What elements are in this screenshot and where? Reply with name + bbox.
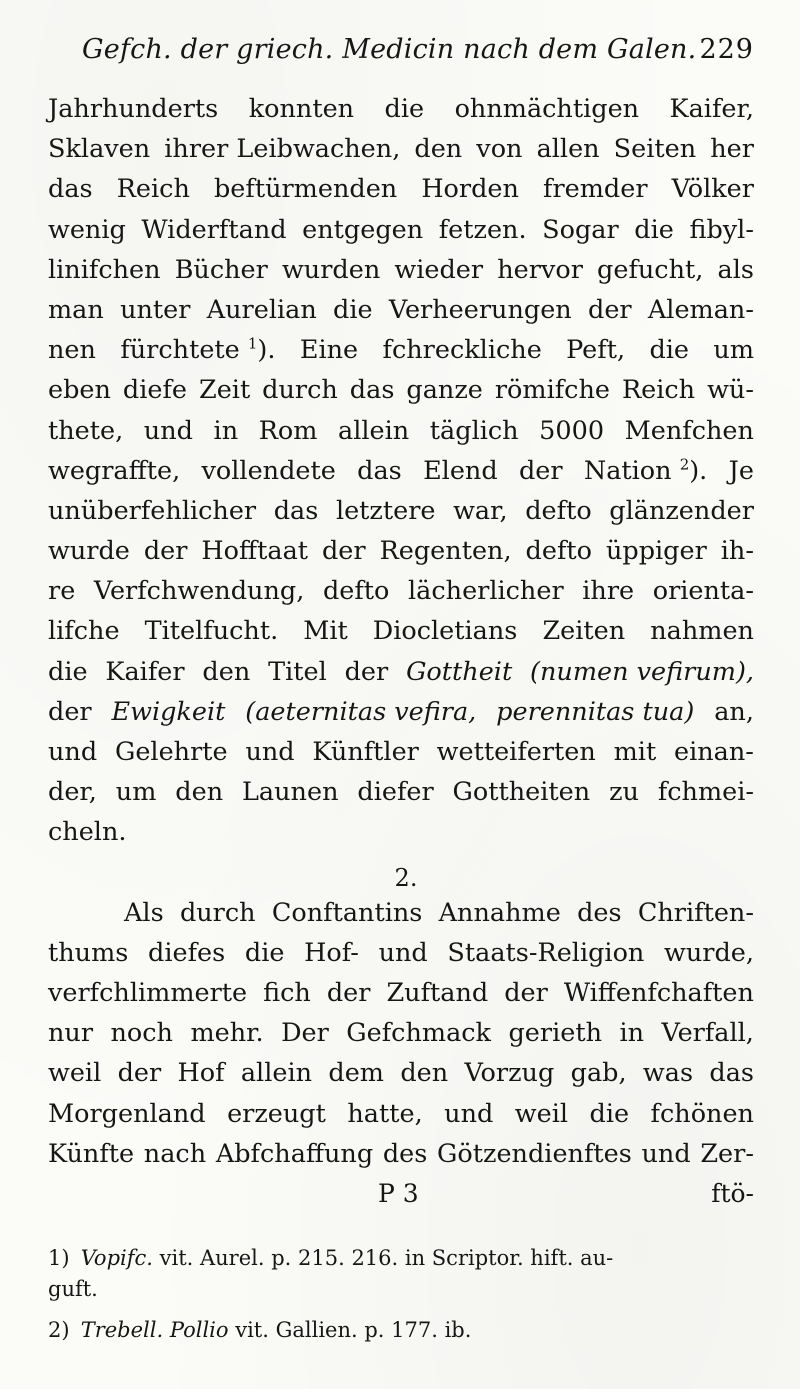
word: fetzen. (438, 214, 527, 245)
word: fibyl- (689, 214, 754, 245)
word: fchreckliche (382, 335, 542, 366)
word: Eine (299, 335, 359, 366)
word: und (48, 737, 98, 767)
text-line (48, 938, 754, 978)
word: noch (110, 1018, 173, 1049)
word: zu (609, 777, 639, 808)
word: allen (536, 134, 600, 165)
word: orienta- (652, 576, 754, 607)
word: Titel (268, 656, 327, 687)
word: Wiffenfchaften (563, 977, 754, 1008)
word: Gelehrte (114, 737, 228, 767)
word: erzeugt (227, 1098, 326, 1129)
word: wurden (281, 254, 381, 285)
word: verfchlimmerte (48, 977, 248, 1008)
running-head (48, 34, 754, 86)
word: Je (728, 455, 754, 486)
word: diefes (148, 937, 226, 968)
section-number: 2. (394, 863, 418, 892)
word: gefucht, (597, 254, 704, 285)
word: Zeiten (542, 616, 626, 647)
word: gab, (570, 1058, 627, 1089)
word: Conftantins (271, 897, 423, 928)
page-number: 229 (699, 34, 754, 65)
word: weil (514, 1098, 569, 1129)
word: ganze (406, 375, 483, 406)
word: wegraffte, (48, 455, 181, 486)
catchword: ftö- (711, 1178, 754, 1208)
word: das (273, 495, 319, 526)
word: Diocletians (372, 616, 518, 647)
word: lifche (48, 616, 120, 647)
word: an, (714, 696, 754, 727)
word: Aurelian (206, 294, 317, 325)
word: das (709, 1058, 754, 1089)
word: thums (48, 937, 129, 968)
word: Künftler (312, 737, 419, 767)
text-line (48, 215, 754, 255)
text-line (48, 174, 754, 214)
word: Seiten (613, 134, 697, 165)
word: gerieth (508, 1018, 602, 1049)
text-line (48, 737, 754, 777)
word: unüberfehlicher (48, 495, 257, 526)
word: durch (262, 375, 338, 406)
word: ihre (582, 576, 635, 607)
text-line (48, 898, 754, 938)
word: Künfte (48, 1138, 135, 1169)
word: Zeit (198, 375, 251, 406)
word: römifche (494, 375, 610, 406)
word: täglich (429, 415, 519, 446)
word: Hofftaat (201, 536, 309, 567)
word: lächerlicher (408, 576, 564, 607)
word: Vorzug (464, 1058, 555, 1089)
word: der (143, 536, 188, 567)
word: Zuftand (386, 977, 489, 1008)
word: Aleman- (647, 294, 754, 325)
word: linifchen (48, 254, 161, 285)
word: der (321, 536, 366, 567)
word: der (48, 696, 92, 727)
word: nen (48, 335, 96, 366)
word: den (414, 134, 463, 165)
word: wü- (707, 375, 754, 406)
word: diefer (357, 777, 434, 808)
text-line (48, 697, 754, 737)
word: fich (263, 977, 311, 1008)
word: und (143, 415, 193, 446)
word: was (642, 1058, 694, 1089)
word: den (175, 777, 224, 808)
word: Verfchwendung, (93, 576, 305, 607)
word: der (588, 294, 632, 325)
word: ohnmächtigen (454, 94, 640, 124)
word: Kaifer, (669, 94, 754, 124)
word: und (378, 937, 428, 968)
footnote-text: vit. Aurel. p. 215. 216. in Scriptor. hift. au- (159, 1245, 614, 1270)
word-italic: (aeternitas vefira, (245, 696, 477, 727)
word: Elend (423, 455, 498, 486)
word: hervor (497, 254, 583, 285)
word-italic: (numen vefirum), (530, 656, 754, 687)
footnote-mark-1: 1 (247, 334, 258, 353)
footnote-text: vit. Gallien. p. 177. ib. (235, 1317, 472, 1342)
footnote-mark-2: 2 (679, 455, 690, 474)
word-italic: Gottheit (406, 656, 513, 687)
text-line (48, 134, 754, 174)
word: der (504, 977, 548, 1008)
word: ih- (720, 536, 754, 567)
word: und (245, 737, 295, 767)
word: ihrer Leibwachen, (164, 134, 401, 165)
word: das (48, 174, 93, 205)
word: Staats-Religion (447, 937, 645, 968)
word: Menfchen (624, 415, 754, 446)
word: man (48, 294, 104, 325)
text-line (48, 295, 754, 335)
word: eben (48, 375, 111, 406)
text-line (48, 1099, 754, 1139)
word: konnten (248, 94, 355, 124)
word: allein (338, 415, 410, 446)
word: Verheerungen (388, 294, 572, 325)
text-line (48, 817, 754, 857)
word: her (710, 134, 754, 165)
word: fchönen (650, 1098, 754, 1129)
word: den (400, 1058, 449, 1089)
word: Hof (177, 1058, 225, 1089)
text-line (48, 1058, 754, 1098)
word: mit (613, 737, 657, 767)
text-line (48, 777, 754, 817)
word: in (213, 415, 239, 446)
text-line (48, 375, 754, 415)
word: des (382, 1138, 428, 1169)
word: der (344, 656, 389, 687)
text-line (48, 536, 754, 576)
word: glänzender (609, 495, 754, 526)
running-title: Gefch. der griech. Medicin nach dem Galen. (82, 34, 697, 65)
word: Annahme (438, 897, 561, 928)
word: Widerftand (141, 214, 287, 245)
text-line (48, 255, 754, 295)
word-with-footnote: fürchtete $^1$). (120, 334, 276, 366)
word: unter (120, 294, 191, 325)
word: Zer- (700, 1138, 754, 1169)
word: des (577, 897, 622, 928)
word: Kaifer (105, 656, 185, 687)
word: Bücher (174, 254, 268, 285)
word: um (115, 777, 157, 808)
signature-mark: P 3 (378, 1178, 419, 1208)
text-line (48, 657, 754, 697)
word: Verfall, (661, 1018, 754, 1049)
word: Jahrhunderts (48, 94, 219, 124)
word: die (244, 937, 285, 968)
word: die (634, 214, 674, 245)
word: vollendete (201, 455, 336, 486)
word: Chriften- (637, 897, 754, 928)
word: um (713, 335, 754, 366)
text-line (48, 978, 754, 1018)
word: den (202, 656, 251, 687)
word: Horden (421, 174, 519, 205)
word: die (589, 1098, 630, 1129)
word: wetteiferten (436, 737, 596, 767)
word: war, (453, 495, 508, 526)
word: in (619, 1018, 645, 1049)
footnotes (48, 1243, 754, 1346)
word-italic: perennitas tua) (496, 696, 695, 727)
word: Götzendienftes (437, 1138, 632, 1169)
footnote-spacer (48, 1305, 754, 1315)
footnote-number: 2) (48, 1317, 70, 1342)
word: 5000 (539, 415, 605, 446)
text-line (48, 576, 754, 616)
word: fremder (543, 174, 648, 205)
word-with-footnote: Nation $^2$). (583, 455, 708, 486)
word: defto (525, 536, 592, 567)
word: Der (281, 1018, 329, 1049)
word: nur (48, 1018, 94, 1049)
word: Völker (671, 174, 754, 205)
word: der (326, 977, 371, 1008)
word: Gefchmack (346, 1018, 492, 1049)
word: Peft, (566, 335, 626, 366)
word: re (48, 576, 76, 607)
text-line (48, 1139, 754, 1179)
text-line (48, 335, 754, 375)
word: wenig (48, 214, 126, 245)
word: Hof- (304, 937, 359, 968)
text-line (48, 456, 754, 496)
word: defto (322, 576, 390, 607)
word: wurde, (664, 937, 754, 968)
word: Sklaven (48, 134, 151, 165)
word: dem (328, 1058, 384, 1089)
word: cheln. (48, 817, 127, 848)
word: und (641, 1138, 691, 1169)
word: üppiger (605, 536, 707, 567)
text-line (48, 1018, 754, 1058)
word: und (444, 1098, 494, 1129)
word: durch (179, 897, 256, 928)
word: letztere (335, 495, 436, 526)
word: mehr. (190, 1018, 264, 1049)
word: wurde (48, 536, 130, 567)
word: Launen (242, 777, 339, 808)
word: nahmen (650, 616, 754, 647)
word: thete, (48, 415, 124, 446)
word: Mit (303, 616, 348, 647)
footnote-1 (48, 1243, 754, 1274)
word: das (357, 455, 402, 486)
text-line (48, 616, 754, 656)
word: beftürmenden (213, 174, 398, 205)
word: Titelfucht. (144, 616, 279, 647)
word: Morgenland (48, 1098, 206, 1129)
word: Rom (258, 415, 318, 446)
word: Sogar (542, 214, 619, 245)
word: die (384, 94, 425, 124)
word: der (518, 455, 563, 486)
word: wieder (394, 254, 484, 285)
word: weil (48, 1058, 102, 1089)
word: Abfchaffung (215, 1138, 374, 1169)
word: der, (48, 777, 97, 808)
word: Reich (621, 375, 696, 406)
word: als (717, 254, 754, 285)
signature-line (48, 1179, 754, 1237)
word: entgegen (302, 214, 424, 245)
word: allein (240, 1058, 313, 1089)
word: fchmei- (657, 777, 754, 808)
word: der (117, 1058, 162, 1089)
footnote-2 (48, 1315, 754, 1346)
footnote-author: Vopifc. (80, 1245, 153, 1270)
word: die (333, 294, 373, 325)
main-text (48, 94, 754, 1237)
word-italic: Ewigkeit (111, 696, 226, 727)
footnote-author: Trebell. Pollio (80, 1317, 229, 1342)
word: das (349, 375, 395, 406)
word: von (476, 134, 523, 165)
word: Als (124, 897, 164, 928)
footnote-1-continuation: guft. (48, 1276, 98, 1301)
word: Reich (116, 174, 190, 205)
word: die (48, 656, 88, 687)
word: defto (525, 495, 592, 526)
word: Regenten, (379, 536, 512, 567)
text-line (48, 94, 754, 134)
word: einan- (674, 737, 754, 767)
footnote-number: 1) (48, 1245, 70, 1270)
word: Gottheiten (452, 777, 591, 808)
text-line (48, 496, 754, 536)
word: diefe (122, 375, 188, 406)
word: nach (143, 1138, 207, 1169)
word: die (649, 335, 690, 366)
word: hatte, (347, 1098, 423, 1129)
text-line (48, 416, 754, 456)
